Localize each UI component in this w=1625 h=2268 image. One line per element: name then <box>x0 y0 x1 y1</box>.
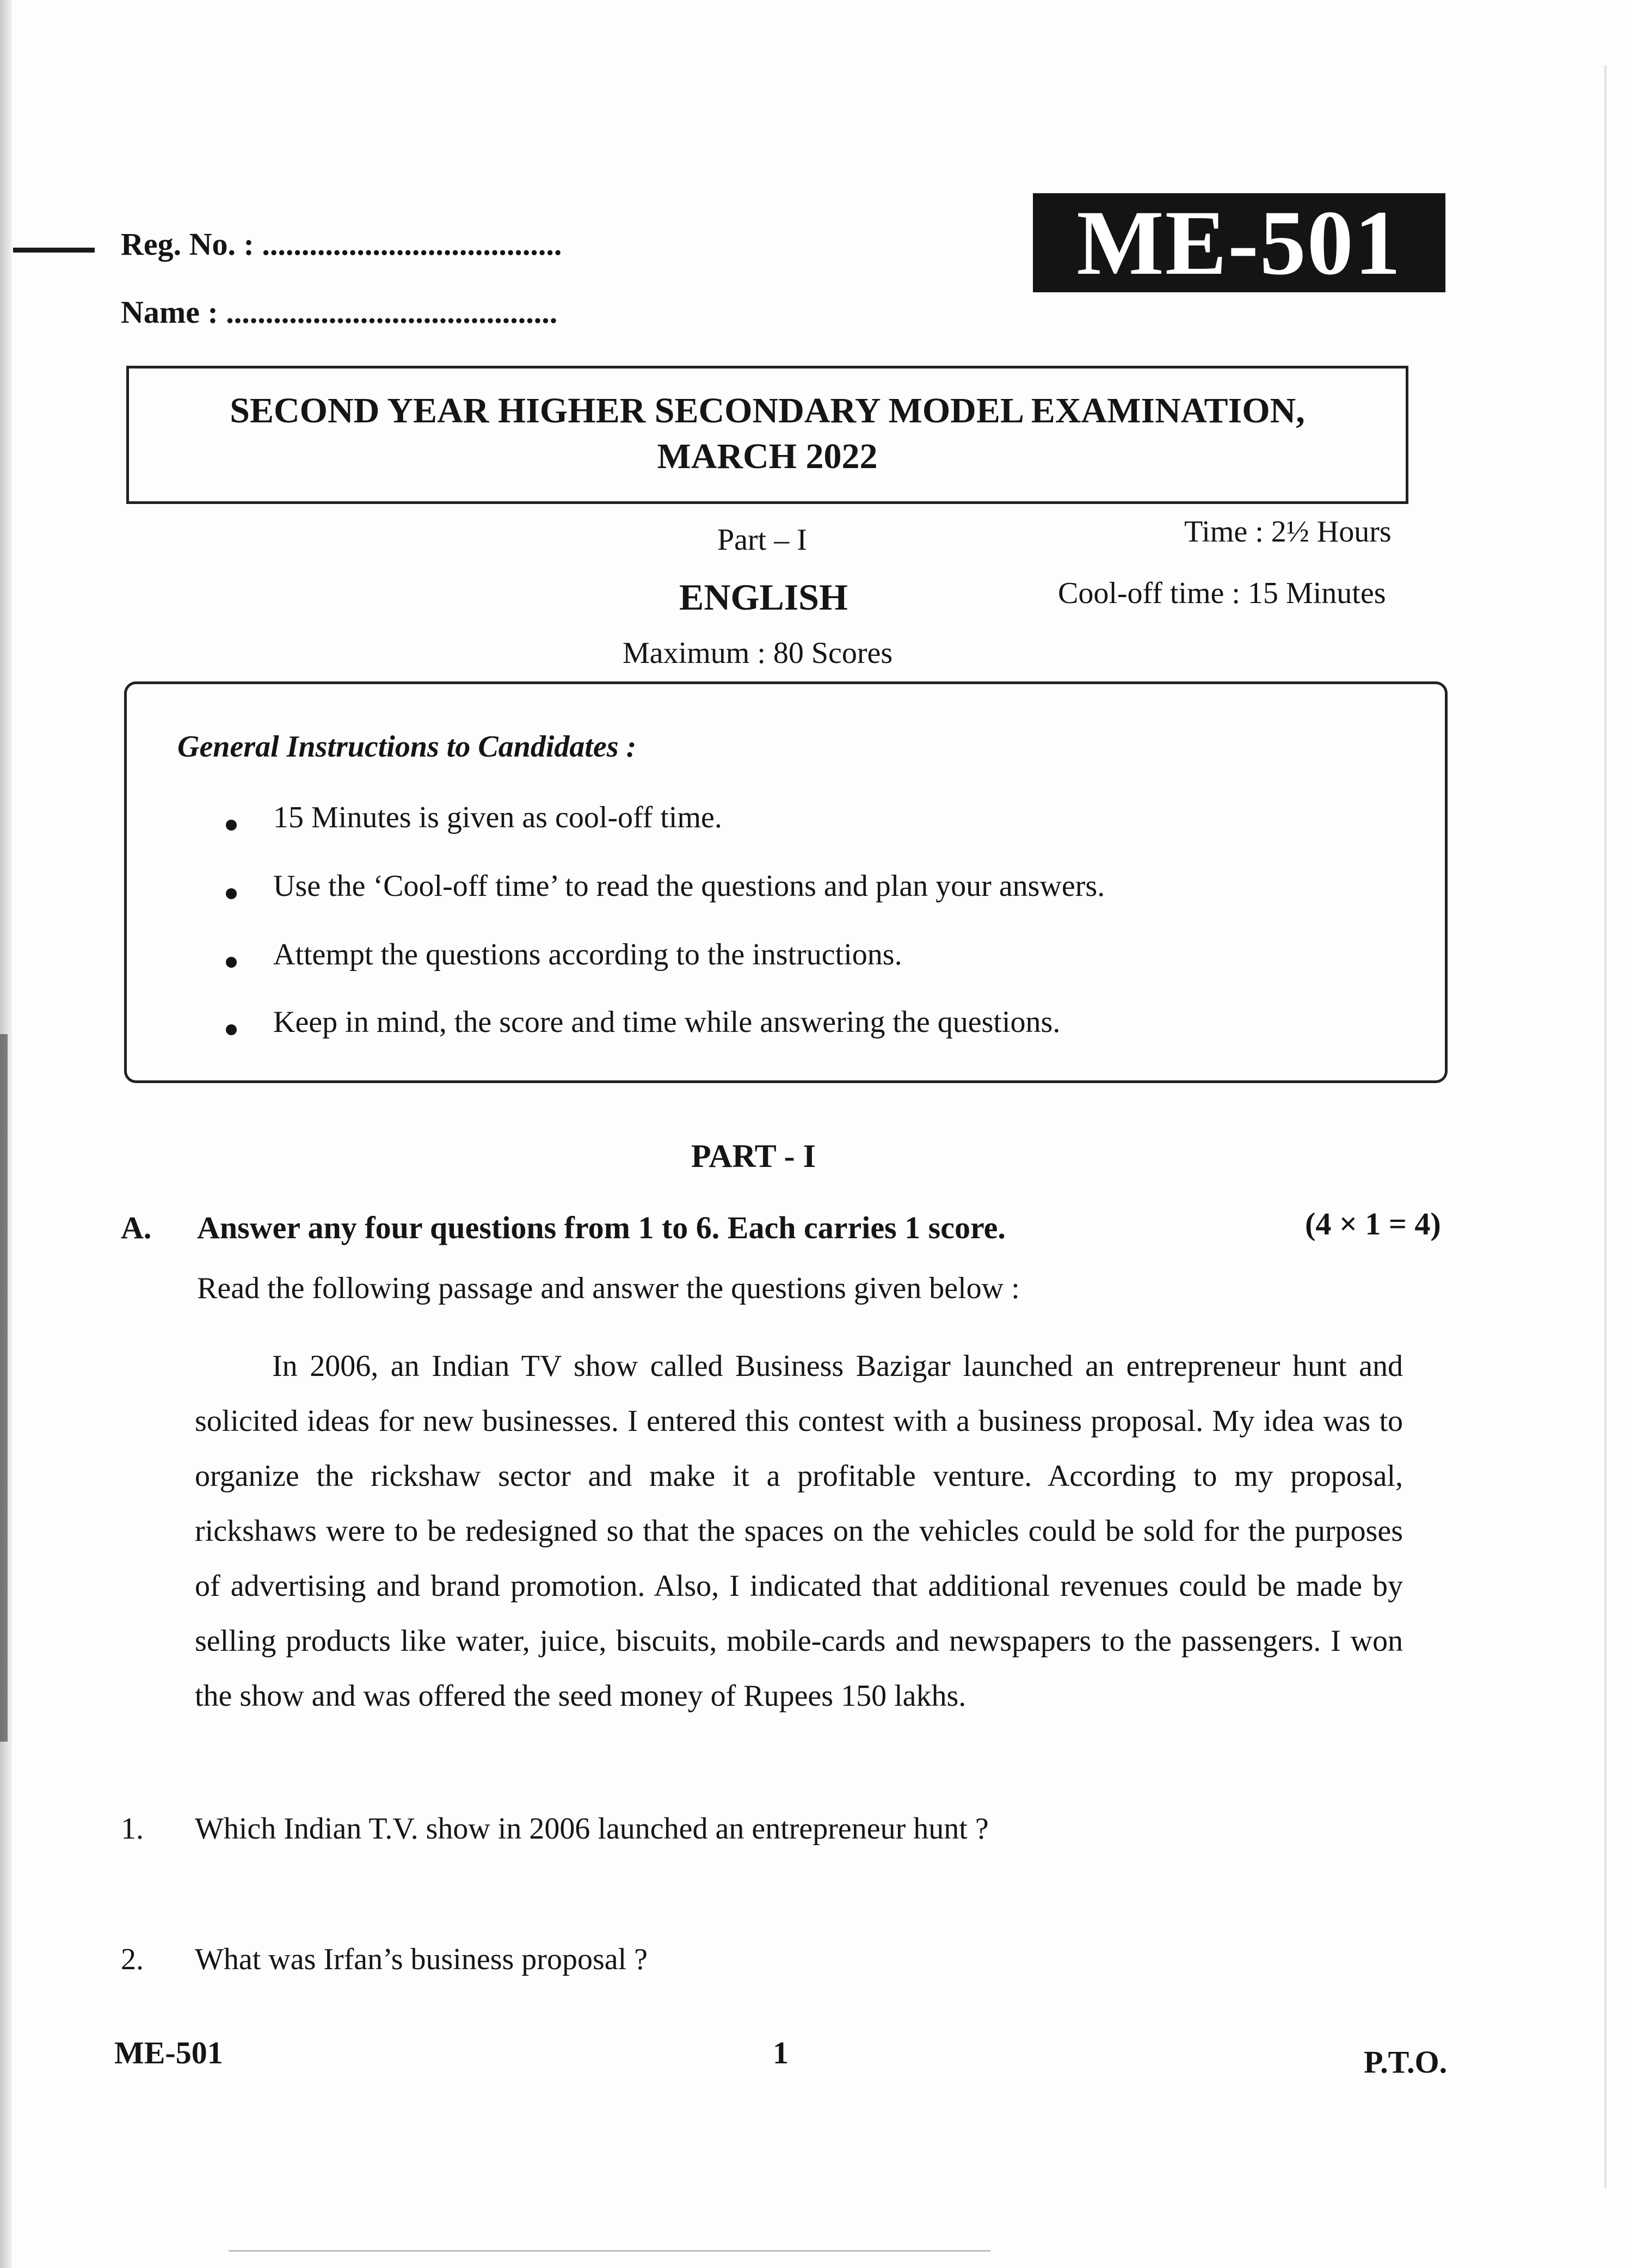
bullet-icon <box>226 1024 237 1035</box>
bullet-icon <box>226 820 237 831</box>
instruction-item: Use the ‘Cool-off time’ to read the questions and plan your answers. <box>273 869 1105 903</box>
paper-code-badge: ME-501 <box>1033 193 1445 292</box>
cooloff-label: Cool-off time : 15 Minutes <box>1058 576 1386 610</box>
name-field: Name : .......................................... <box>121 294 558 330</box>
bullet-icon <box>226 957 237 968</box>
exam-title-box <box>126 366 1408 504</box>
bullet-icon <box>226 888 237 899</box>
exam-title-line1: SECOND YEAR HIGHER SECONDARY MODEL EXAMINATION, <box>230 391 1305 431</box>
part-label: Part – I <box>717 523 807 557</box>
question-text: What was Irfan’s business proposal ? <box>195 1943 648 1976</box>
section-score: (4 × 1 = 4) <box>1305 1206 1441 1241</box>
footer-pto: P.T.O. <box>1364 2044 1448 2080</box>
instruction-item: Attempt the questions according to the instructions. <box>273 938 902 972</box>
time-label: Time : 2½ Hours <box>1184 515 1392 549</box>
question-text: Which Indian T.V. show in 2006 launched an entrepreneur hunt ? <box>195 1812 989 1846</box>
question-number: 1. <box>121 1812 144 1846</box>
scan-right-edge <box>1604 65 1606 2188</box>
margin-dash <box>13 248 95 253</box>
subject-title: ENGLISH <box>679 576 848 618</box>
section-instruction: Answer any four questions from 1 to 6. Each carries 1 score. <box>197 1210 1006 1245</box>
footer-page-number: 1 <box>773 2035 789 2070</box>
part-heading: PART - I <box>691 1138 816 1174</box>
reg-no-field: Reg. No. : ...................................... <box>121 226 562 262</box>
scan-bottom-line <box>229 2250 990 2252</box>
exam-title-line2: MARCH 2022 <box>657 437 878 476</box>
instructions-heading: General Instructions to Candidates : <box>177 730 637 764</box>
instruction-item: Keep in mind, the score and time while answering the questions. <box>273 1005 1061 1039</box>
reading-passage: In 2006, an Indian TV show called Business Bazigar launched an entrepreneur hunt and solicited ideas for new businesses. I entered this contest with a business proposal. My idea was to organize the rickshaw sector and make it a profitable venture. According to my proposal, rickshaws were to be redesigned so that the spaces on the vehicles could be sold for the purposes of advertising and brand promotion. Also, I indicated that additional revenues could be made by selling products like water, juice, biscuits, mobile-cards and newspapers to the passengers. I won the show and was offered the seed money of Rupees 150 lakhs. <box>195 1349 1403 1713</box>
maximum-score-label: Maximum : 80 Scores <box>623 636 893 670</box>
section-label: A. <box>121 1210 152 1245</box>
question-number: 2. <box>121 1943 144 1976</box>
passage-instruction: Read the following passage and answer the questions given below : <box>197 1271 1020 1305</box>
instruction-item: 15 Minutes is given as cool-off time. <box>273 801 722 834</box>
scan-edge-dark-strip <box>0 1034 8 1742</box>
footer-paper-code: ME-501 <box>114 2035 223 2070</box>
